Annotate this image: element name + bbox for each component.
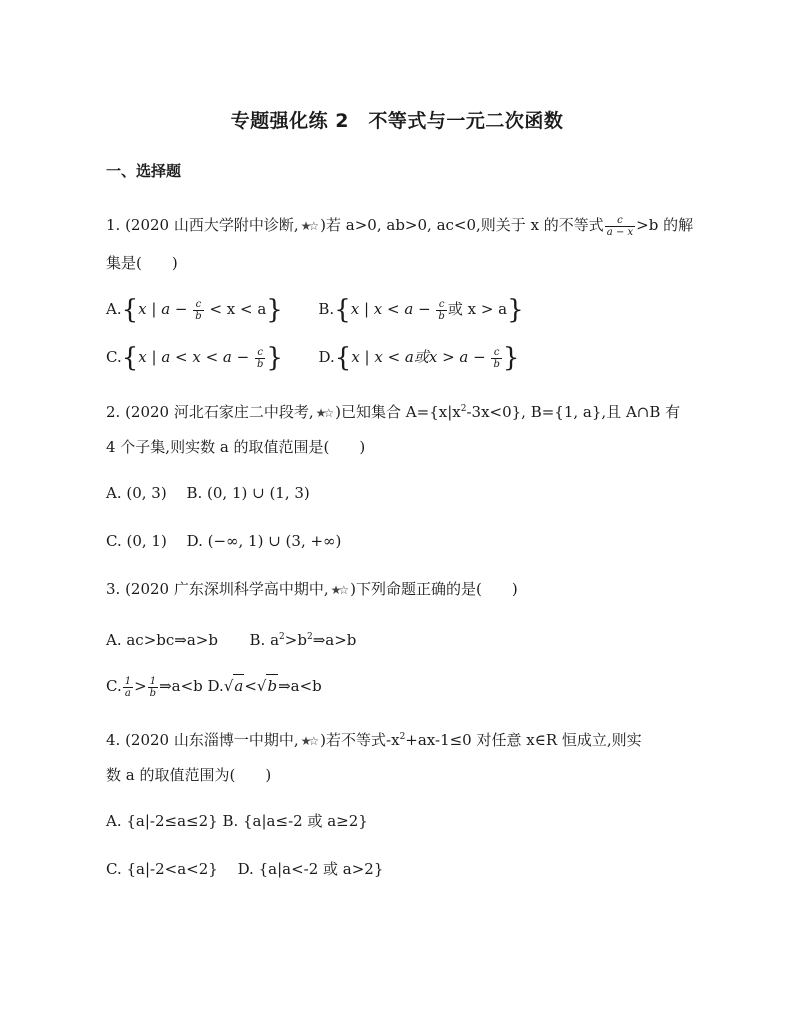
- page-title: 专题强化练 2 不等式与一元二次函数: [230, 110, 564, 132]
- q2-stem: 2. (2020 河北石家庄二中段考, ★☆ )已知集合 $A=\{x|x^2-3x<0\}$, B={1, a},且 A∩B 有: [106, 398, 680, 424]
- q4-stem: 4. (2020 山东淄博一中期中, ★☆ )若不等式$-x^2+ax-1\le 0$ 对任意 x∈R 恒成立,则实: [106, 726, 642, 752]
- two-star-difficulty-icon: ★☆: [300, 219, 317, 233]
- q4-stem-line2: 数 a 的取值范围为( ): [106, 766, 272, 784]
- q3-option-c: C. $\frac{1}{a}$ > $\frac{1}{b}$ ⇒a<b: [106, 675, 203, 699]
- q3-option-a: A. ac>bc⇒a>b: [106, 631, 218, 649]
- two-star-difficulty-icon: ★☆: [330, 583, 347, 597]
- q1-option-a: A.{x | a − $\frac{c}{b}$ < x < a}: [106, 295, 283, 325]
- q2-options-cd: C. (0, 1) D. (−∞, 1) ∪ (3, +∞): [106, 532, 342, 550]
- q1-fraction: $\frac{c}{a - x}$: [606, 214, 634, 238]
- q4-options-cd: C. {a|-2<a<2} D. {a|a<-2 或 a>2}: [106, 860, 384, 878]
- q1-options-ab: [106, 295, 524, 325]
- q1-options-cd: [106, 343, 520, 373]
- q1-stem: 1. (2020 山西大学附中诊断, ★☆ )若 a>0, ab>0, ac<0,则关于 x 的不等式 $\frac{c}{a - x}$ >b 的解: [106, 214, 694, 238]
- q4-options-ab: A. {a|-2≤a≤2} B. {a|a≤-2 或 a≥2}: [106, 812, 368, 830]
- q2-options-ab: A. (0, 3) B. (0, 1) ∪ (1, 3): [106, 484, 310, 502]
- q1-option-b: B.{x | x < a − $\frac{c}{b}$ 或 x > a}: [318, 295, 524, 325]
- two-star-difficulty-icon: ★☆: [315, 406, 332, 420]
- q3-options-cd: [106, 674, 322, 699]
- q3-options-ab: [106, 626, 356, 651]
- q1-option-d: D.{x | x < a或x > a − $\frac{c}{b}$ }: [318, 343, 520, 373]
- section-heading: 一、选择题: [106, 162, 182, 180]
- q1-option-c: C.{x | a < x < a − $\frac{c}{b}$ }: [106, 343, 283, 373]
- q3-stem: 3. (2020 广东深圳科学高中期中, ★☆ )下列命题正确的是( ): [106, 578, 518, 601]
- q1-stem-line2: 集是( ): [106, 254, 178, 272]
- two-star-difficulty-icon: ★☆: [300, 734, 317, 748]
- q2-stem-line2: 4 个子集,则实数 a 的取值范围是( ): [106, 438, 366, 456]
- q3-option-b: B. $a^2>b^2\Rightarrow a>b$: [249, 631, 357, 649]
- q3-option-d: D.√a<√b⇒a<b: [208, 677, 322, 695]
